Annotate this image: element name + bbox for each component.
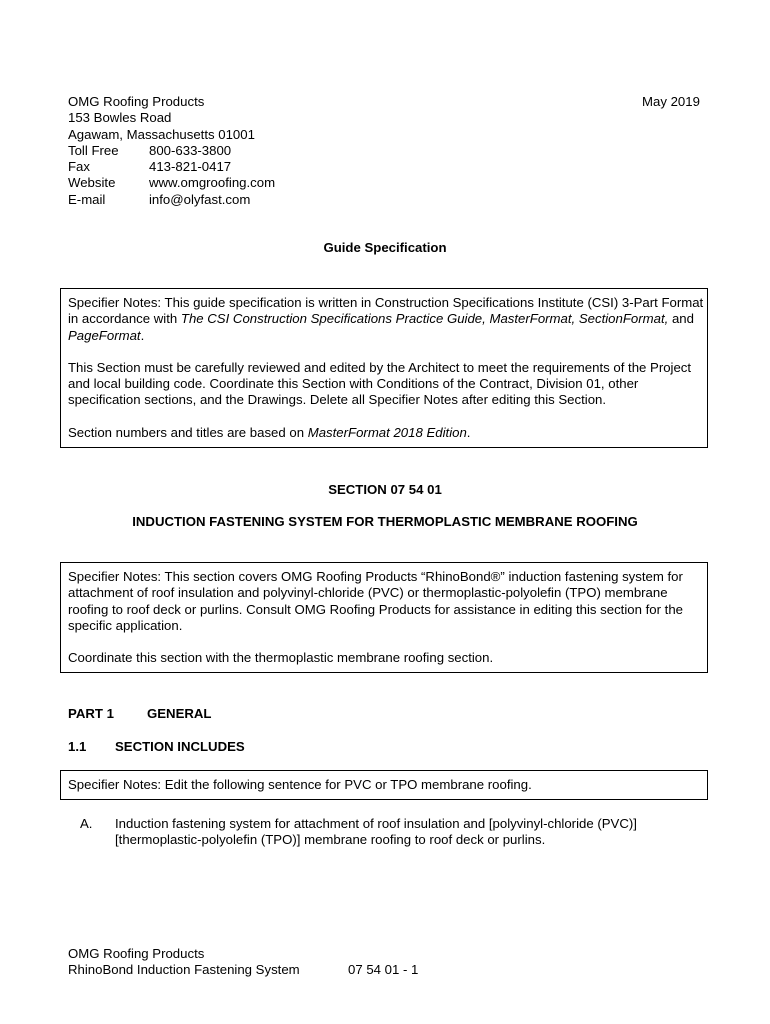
notes-italic-text: The CSI Construction Specifications Practice Guide, MasterFormat, SectionFormat, xyxy=(180,311,669,327)
subsection-number: 1.1 xyxy=(68,739,87,754)
contact-row-website xyxy=(68,175,275,191)
footer-product: RhinoBond Induction Fastening System xyxy=(68,962,300,978)
notes-text: . xyxy=(140,327,145,343)
footer-row xyxy=(68,962,418,978)
notes-paragraph xyxy=(68,295,707,344)
page-footer xyxy=(68,946,418,979)
notes-paragraph: This Section must be carefully reviewed and edited by the Architect to meet the requirements of the Project and local building code. Coordinate this Section with Conditions of the Contract, Division 01, other specification sections, and the Drawings. Delete all Specifier Notes after editing this Section. xyxy=(68,359,692,408)
part-heading xyxy=(68,706,211,722)
list-item-a xyxy=(80,816,715,849)
notes-paragraph: Coordinate this section with the thermoplastic membrane roofing section. xyxy=(68,650,494,666)
company-header xyxy=(68,94,275,208)
subsection-heading xyxy=(68,739,245,755)
part-number: PART 1 xyxy=(68,706,114,721)
document-date: May 2019 xyxy=(642,94,700,109)
contact-value: www.omgroofing.com xyxy=(149,175,276,191)
contact-value: 413-821-0417 xyxy=(149,159,232,175)
contact-label: Fax xyxy=(68,159,90,175)
notes-paragraph xyxy=(68,425,707,441)
section-number: SECTION 07 54 01 xyxy=(328,482,442,497)
specifier-notes-box-2 xyxy=(60,562,708,673)
list-item-marker: A. xyxy=(80,816,93,831)
notes-italic-text: MasterFormat 2018 Edition xyxy=(307,424,467,440)
contact-row-email xyxy=(68,192,275,208)
part-title: GENERAL xyxy=(147,706,212,721)
contact-label: E-mail xyxy=(68,191,106,207)
subsection-title: SECTION INCLUDES xyxy=(115,739,245,754)
notes-text: Section numbers and titles are based on xyxy=(68,424,308,440)
guide-title: Guide Specification xyxy=(323,240,447,255)
notes-paragraph: Specifier Notes: This section covers OMG Roofing Products “RhinoBond®” induction fastening system for attachment of roof insulation and polyvinyl-chloride (PVC) or thermoplastic-polyolefin (TPO) membrane roofing to roof deck or purlins. Consult OMG Roofing Products for assistance in editing this section for the specific application. xyxy=(68,569,683,633)
list-item-text: Induction fastening system for attachment of roof insulation and [polyvinyl-chloride (PVC)] [thermoplastic-polyolefin (TPO)] membrane roofing to roof deck or purlins. xyxy=(115,816,637,848)
contact-value: 800-633-3800 xyxy=(149,142,232,158)
notes-text: . xyxy=(466,424,471,440)
section-title: INDUCTION FASTENING SYSTEM FOR THERMOPLASTIC MEMBRANE ROOFING xyxy=(132,514,638,529)
company-name: OMG Roofing Products xyxy=(68,94,205,109)
contact-row-fax xyxy=(68,159,275,175)
contact-label: Toll Free xyxy=(68,142,119,158)
contact-row-toll-free xyxy=(68,143,275,159)
contact-label: Website xyxy=(68,175,116,191)
contact-value: info@olyfast.com xyxy=(149,191,251,207)
footer-page-number: 07 54 01 - 1 xyxy=(348,962,419,978)
notes-text: Specifier Notes: This guide specification is written in Construction Specifications Institute (CSI) 3-Part Format in accordance with xyxy=(68,295,704,327)
specifier-notes-box-3 xyxy=(60,770,708,800)
notes-paragraph: Specifier Notes: Edit the following sentence for PVC or TPO membrane roofing. xyxy=(68,777,532,792)
specifier-notes-box-1 xyxy=(60,288,708,448)
address-line-1: 153 Bowles Road xyxy=(68,110,172,126)
notes-italic-text: PageFormat xyxy=(68,327,141,343)
notes-text: and xyxy=(668,311,694,327)
footer-company: OMG Roofing Products xyxy=(68,946,205,961)
address-line-2: Agawam, Massachusetts 01001 xyxy=(68,126,255,142)
